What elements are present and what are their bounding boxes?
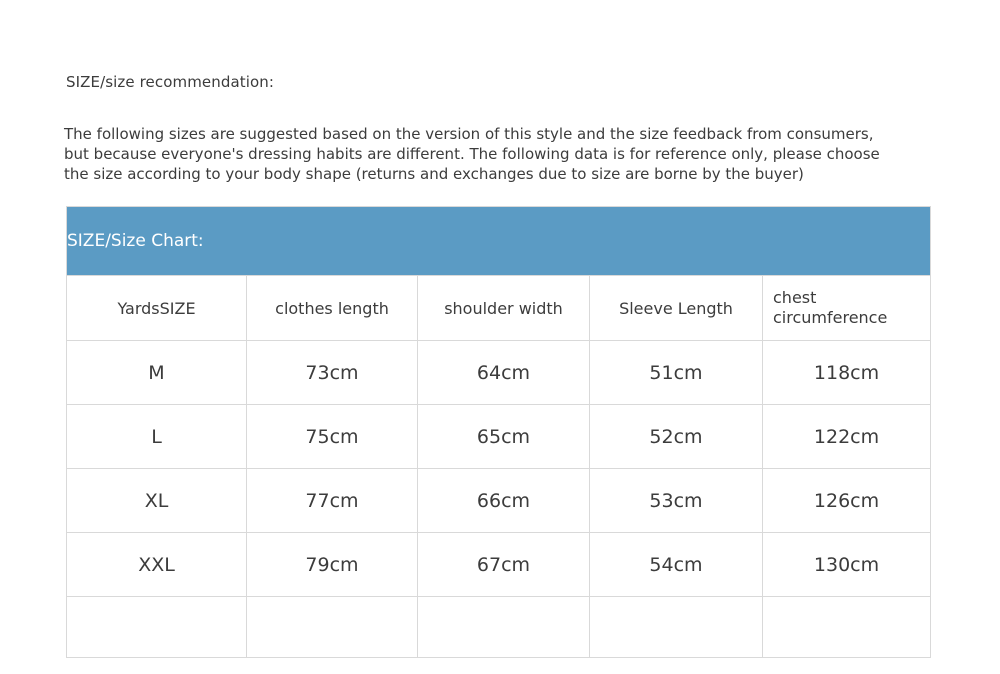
cell-chest-circumference: 118cm: [763, 341, 931, 405]
intro-paragraph: [64, 124, 936, 184]
cell-size: XXL: [67, 533, 247, 597]
cell-clothes-length: 73cm: [247, 341, 418, 405]
cell-chest-circumference: 122cm: [763, 405, 931, 469]
cell-shoulder-width: 67cm: [418, 533, 590, 597]
table-row: [67, 405, 931, 469]
cell-chest-circumference: 130cm: [763, 533, 931, 597]
size-table-container: [66, 206, 930, 658]
column-header-yards-size: YardsSIZE: [67, 276, 247, 341]
column-header-clothes-length: clothes length: [247, 276, 418, 341]
cell-clothes-length: 77cm: [247, 469, 418, 533]
cell-sleeve-length: 52cm: [590, 405, 763, 469]
cell-clothes-length: 79cm: [247, 533, 418, 597]
cell-sleeve-length: 54cm: [590, 533, 763, 597]
table-row: [67, 469, 931, 533]
table-row: [67, 533, 931, 597]
column-header-chest-circumference: chest circumference: [763, 276, 931, 341]
cell-size: L: [67, 405, 247, 469]
cell-shoulder-width: [418, 597, 590, 658]
cell-chest-circumference: 126cm: [763, 469, 931, 533]
cell-shoulder-width: 64cm: [418, 341, 590, 405]
cell-size: M: [67, 341, 247, 405]
cell-shoulder-width: 66cm: [418, 469, 590, 533]
intro-line-2: but because everyone's dressing habits are different. The following data is for reference only, please choose: [64, 145, 880, 163]
cell-size: [67, 597, 247, 658]
table-row-empty: [67, 597, 931, 658]
column-header-sleeve-length: Sleeve Length: [590, 276, 763, 341]
table-title-row: [67, 207, 931, 276]
cell-sleeve-length: [590, 597, 763, 658]
table-title: SIZE/Size Chart:: [67, 207, 931, 276]
cell-shoulder-width: 65cm: [418, 405, 590, 469]
cell-sleeve-length: 53cm: [590, 469, 763, 533]
table-header-row: [67, 276, 931, 341]
cell-chest-circumference: [763, 597, 931, 658]
size-table: [66, 206, 931, 658]
cell-sleeve-length: 51cm: [590, 341, 763, 405]
cell-clothes-length: [247, 597, 418, 658]
table-row: [67, 341, 931, 405]
intro-line-1: The following sizes are suggested based on the version of this style and the size feedback from consumers,: [64, 125, 874, 143]
intro-line-3: the size according to your body shape (returns and exchanges due to size are borne by the buyer): [64, 165, 804, 183]
column-header-shoulder-width: shoulder width: [418, 276, 590, 341]
page-title: SIZE/size recommendation:: [66, 73, 275, 91]
cell-clothes-length: 75cm: [247, 405, 418, 469]
cell-size: XL: [67, 469, 247, 533]
